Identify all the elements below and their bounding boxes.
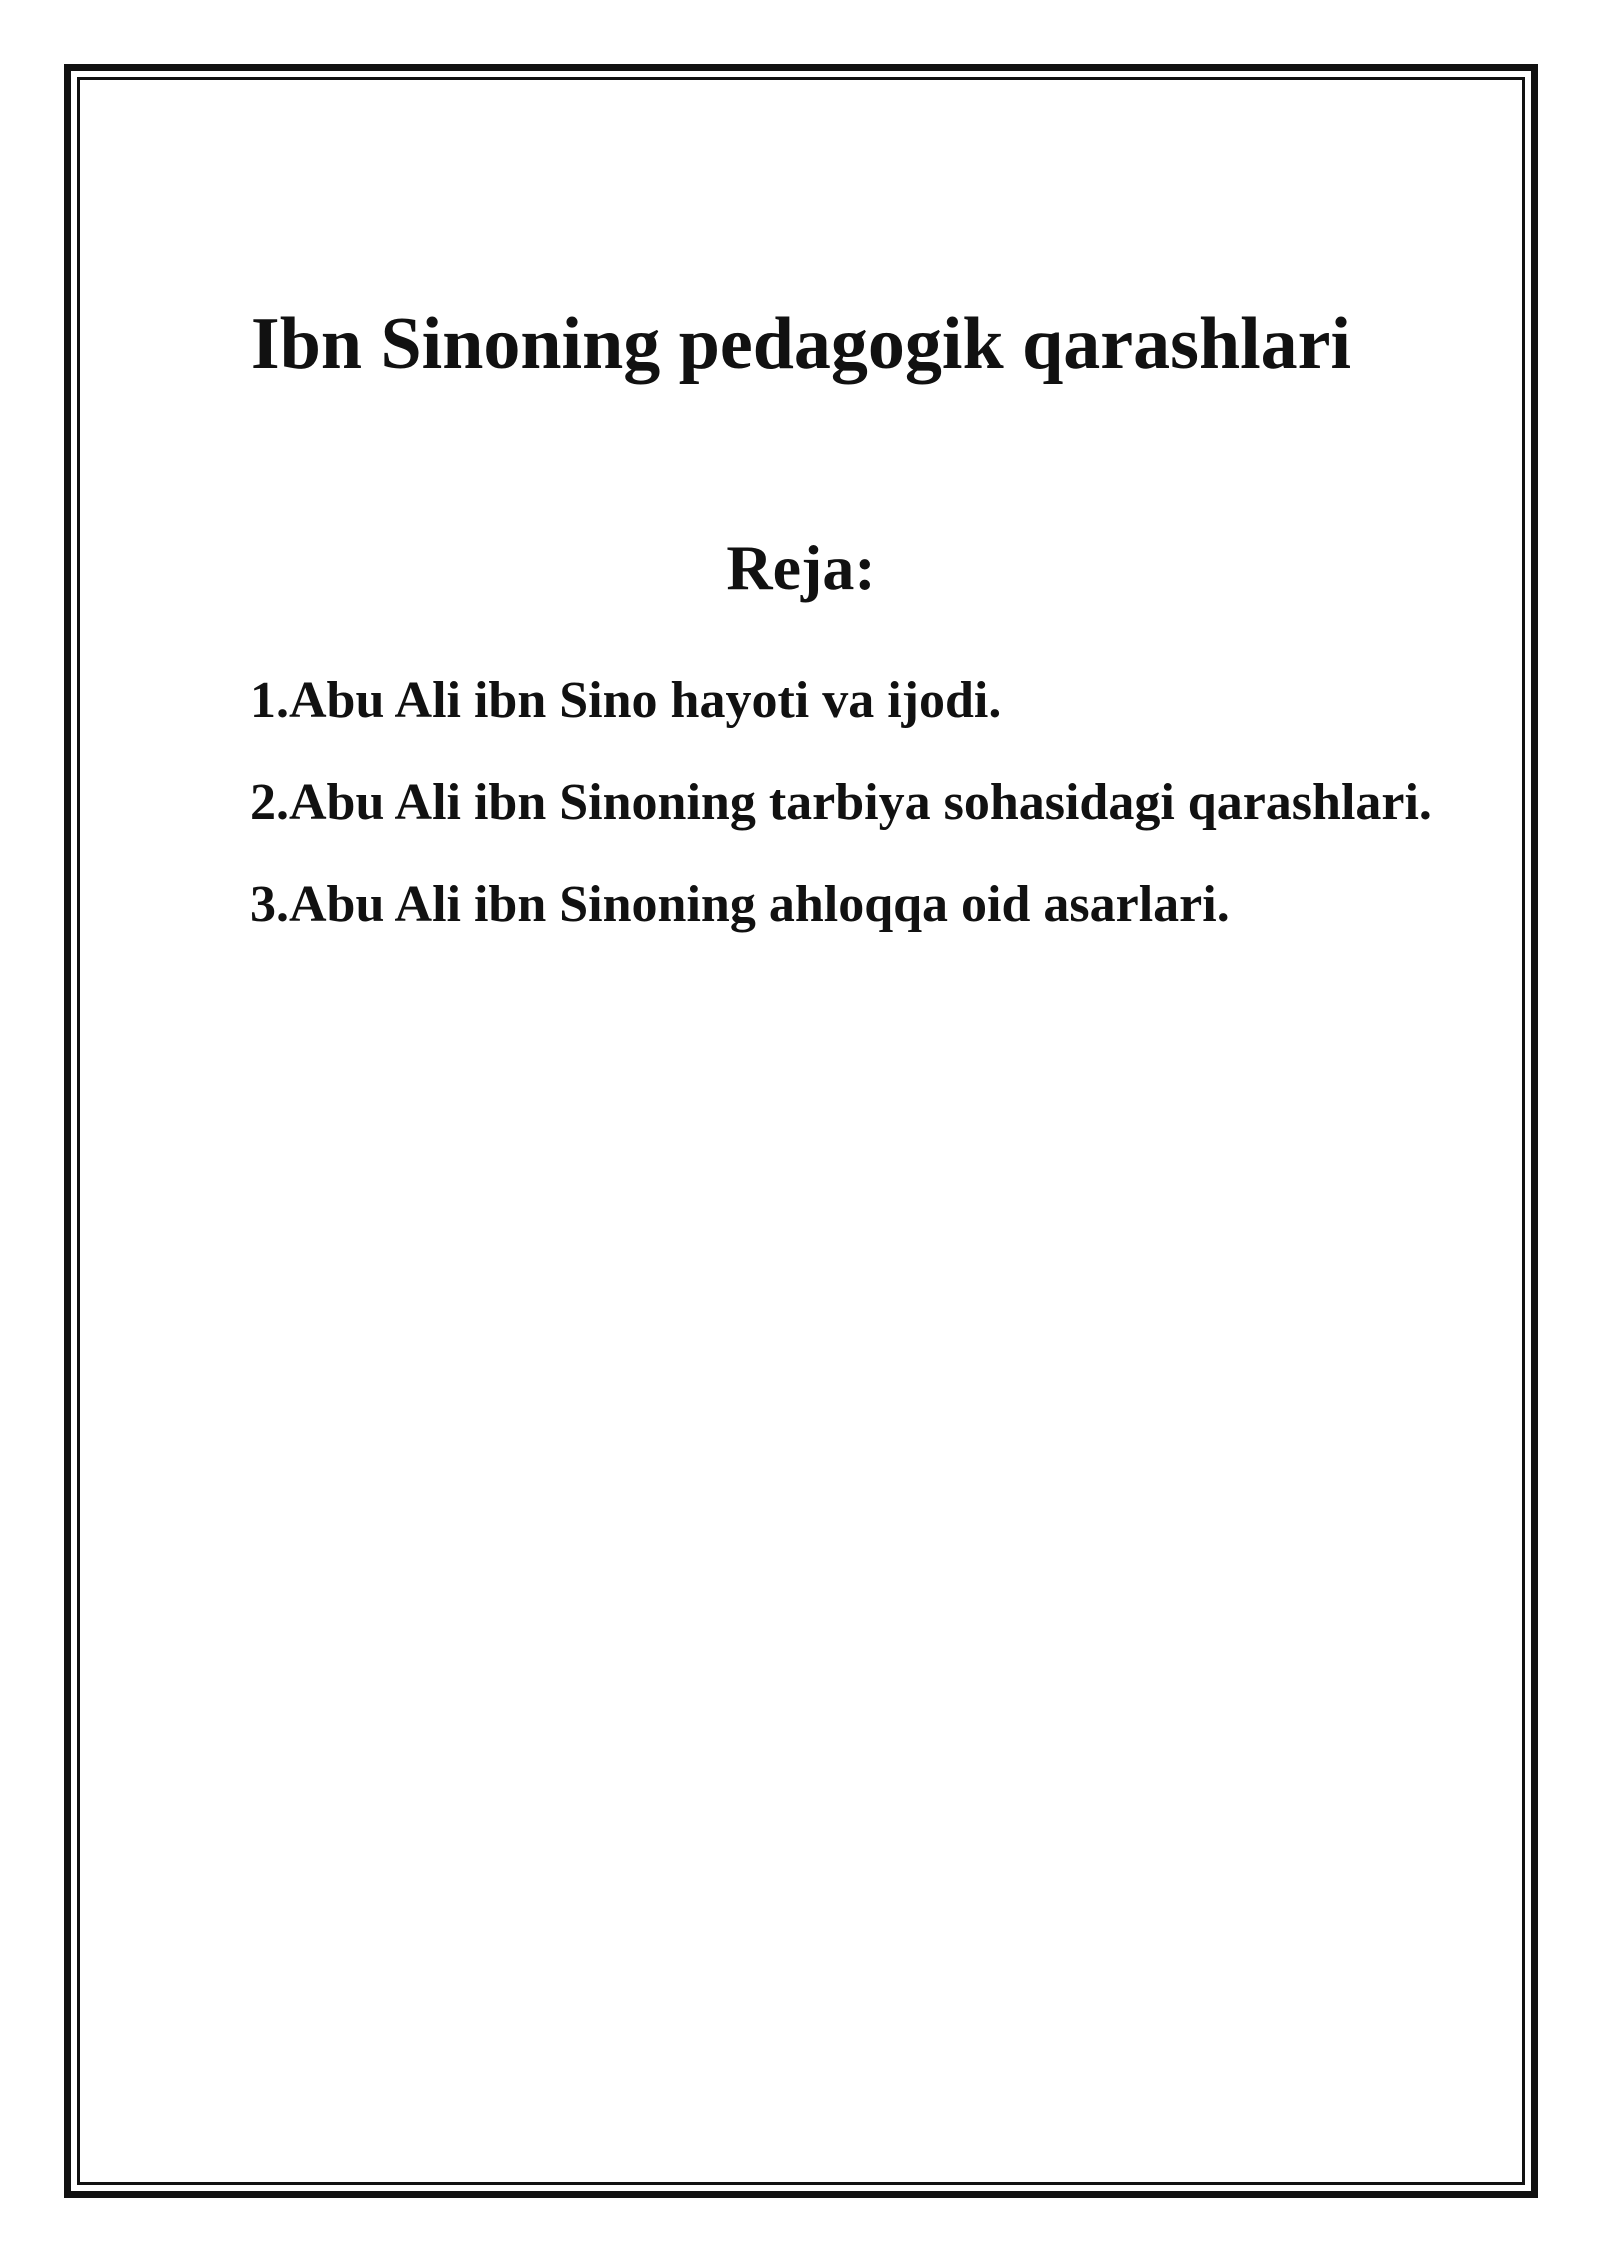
document-title: Ibn Sinoning pedagogik qarashlari xyxy=(250,303,1352,385)
plan-list xyxy=(250,650,1492,956)
page-border-inner xyxy=(77,77,1525,2185)
plan-item-3: 3.Abu Ali ibn Sinoning ahloqqa oid asarlari. xyxy=(250,876,1230,933)
plan-item-2: 2.Abu Ali ibn Sinoning tarbiya sohasidagi qarashlari. xyxy=(250,774,1432,831)
plan-heading: Reja: xyxy=(726,532,876,603)
plan-item-1: 1.Abu Ali ibn Sino hayoti va ijodi. xyxy=(250,672,1002,729)
